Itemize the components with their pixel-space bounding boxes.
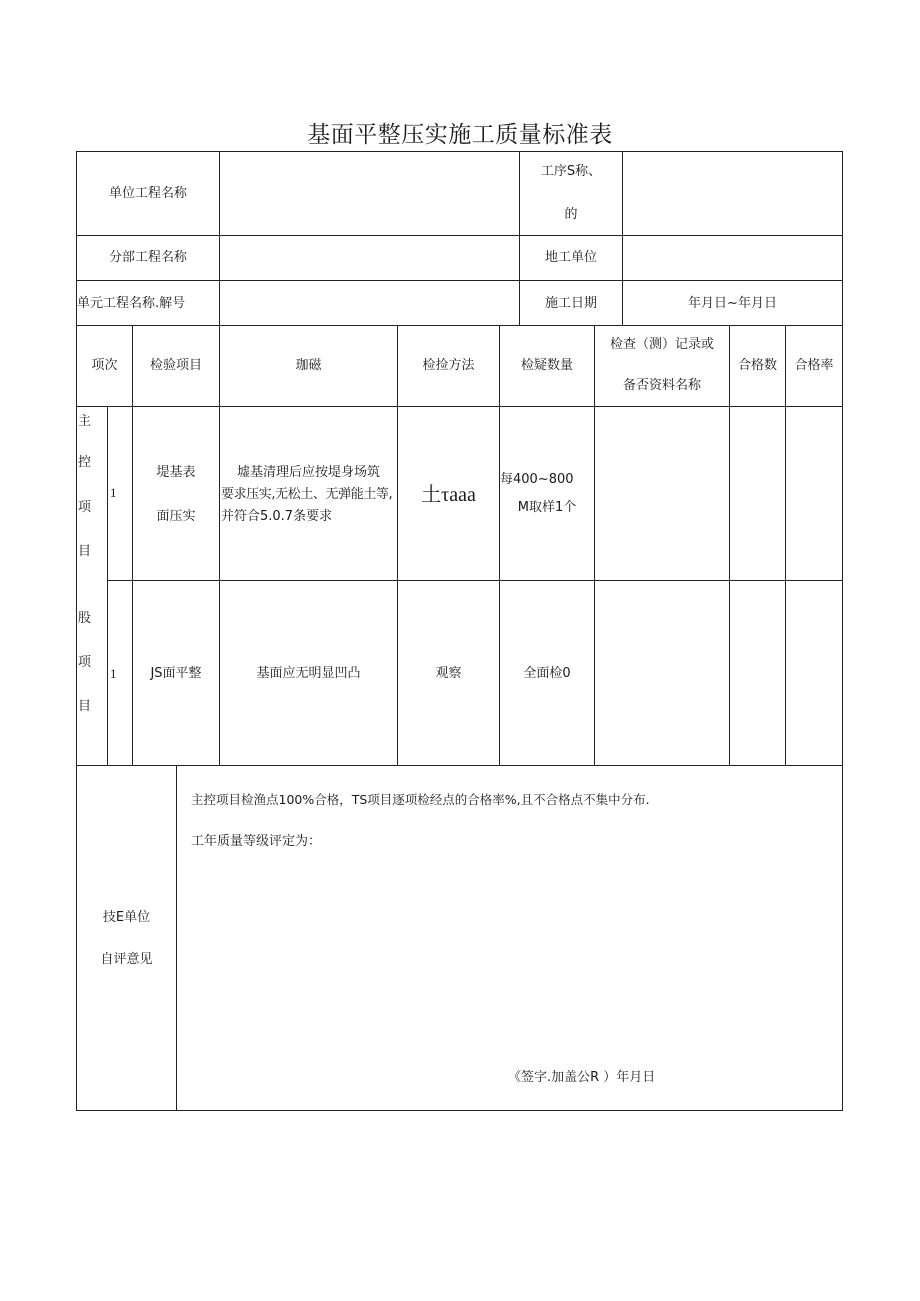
general-quantity: 全面检0 — [523, 666, 571, 681]
main-control-item-line2: 面压实 — [156, 509, 196, 524]
table-rule — [76, 406, 843, 407]
self-eval-text-line2: 工年质量等级评定为： — [191, 834, 322, 849]
table-rule — [76, 1110, 843, 1111]
process-label-line1: 工序S称、 — [540, 164, 602, 179]
table-rule — [76, 325, 843, 326]
col-quantity: 检疑数量 — [520, 358, 573, 373]
table-rule — [76, 151, 843, 152]
process-label-line2: 的 — [564, 207, 578, 222]
self-eval-label-line1: 技E单位 — [102, 910, 151, 925]
table-rule — [76, 280, 843, 281]
page-title: 基面平整压实施工质量标准表 — [307, 122, 613, 148]
self-eval-label-line2: 自评意见 — [100, 952, 153, 967]
general-item: JS面平整 — [150, 666, 202, 681]
division-label: 分部工程名称 — [108, 250, 187, 265]
main-control-group-char: 控 — [78, 455, 92, 470]
main-control-standard-line2: 要求压实,无松土、无弹能土等, — [221, 487, 393, 502]
table-rule — [785, 325, 786, 766]
general-group-char: 目 — [78, 699, 92, 714]
main-control-quantity-line1: 每400~800 — [500, 472, 574, 487]
unit-project-label: 单位工程名称 — [108, 186, 187, 201]
table-rule — [76, 235, 843, 236]
table-rule — [107, 406, 108, 766]
table-rule — [107, 580, 843, 581]
construction-unit-label: 地工单位 — [544, 250, 597, 265]
table-rule — [499, 325, 500, 766]
table-rule — [729, 325, 730, 766]
general-row-no: 1 — [110, 666, 117, 681]
main-control-row-no: 1 — [110, 485, 117, 500]
col-pass-count: 合格数 — [737, 358, 777, 373]
col-record-line2: 备否资料名称 — [622, 378, 701, 393]
date-value: 年月日~年月日 — [688, 296, 777, 311]
general-group-char: 项 — [78, 655, 92, 670]
col-item-no: 项次 — [91, 358, 118, 373]
element-label: 单元工程名称.解号 — [77, 296, 186, 311]
main-control-method: 土τaaa — [421, 484, 476, 506]
col-standard: 珈磁 — [295, 358, 322, 373]
general-group-char: 股 — [78, 611, 92, 626]
main-control-group-char: 项 — [78, 500, 92, 515]
general-method: 观察 — [435, 666, 462, 681]
table-rule — [176, 765, 177, 1111]
main-control-standard-line3: 并符合5.0.7条要求 — [221, 509, 333, 524]
col-pass-rate: 合格率 — [794, 358, 834, 373]
main-control-group-char: 主 — [78, 414, 92, 429]
main-control-group-char: 目 — [78, 544, 92, 559]
main-control-quantity-line2: M取样1个 — [517, 500, 577, 515]
self-eval-signature: 《签字.加盖公R ）年月日 — [508, 1070, 656, 1085]
main-control-standard-line1: 墟基清理后应按堤身场筑 — [236, 465, 380, 480]
col-inspect-item: 检验项目 — [149, 358, 202, 373]
main-control-item-line1: 堤基表 — [156, 465, 196, 480]
table-rule — [397, 325, 398, 766]
col-method: 检捡方法 — [422, 358, 475, 373]
general-standard: 基面应无明显凹凸 — [256, 666, 361, 681]
col-record-line1: 检查（测）记录或 — [609, 337, 714, 352]
table-rule — [842, 151, 843, 1111]
table-rule — [132, 325, 133, 766]
date-label: 施工日期 — [544, 296, 597, 311]
self-eval-text-line1: 主控项目检渔点100%合格，TS项目逐项检经点的合格率%,且不合格点不集中分布. — [191, 792, 650, 807]
table-rule — [76, 765, 843, 766]
